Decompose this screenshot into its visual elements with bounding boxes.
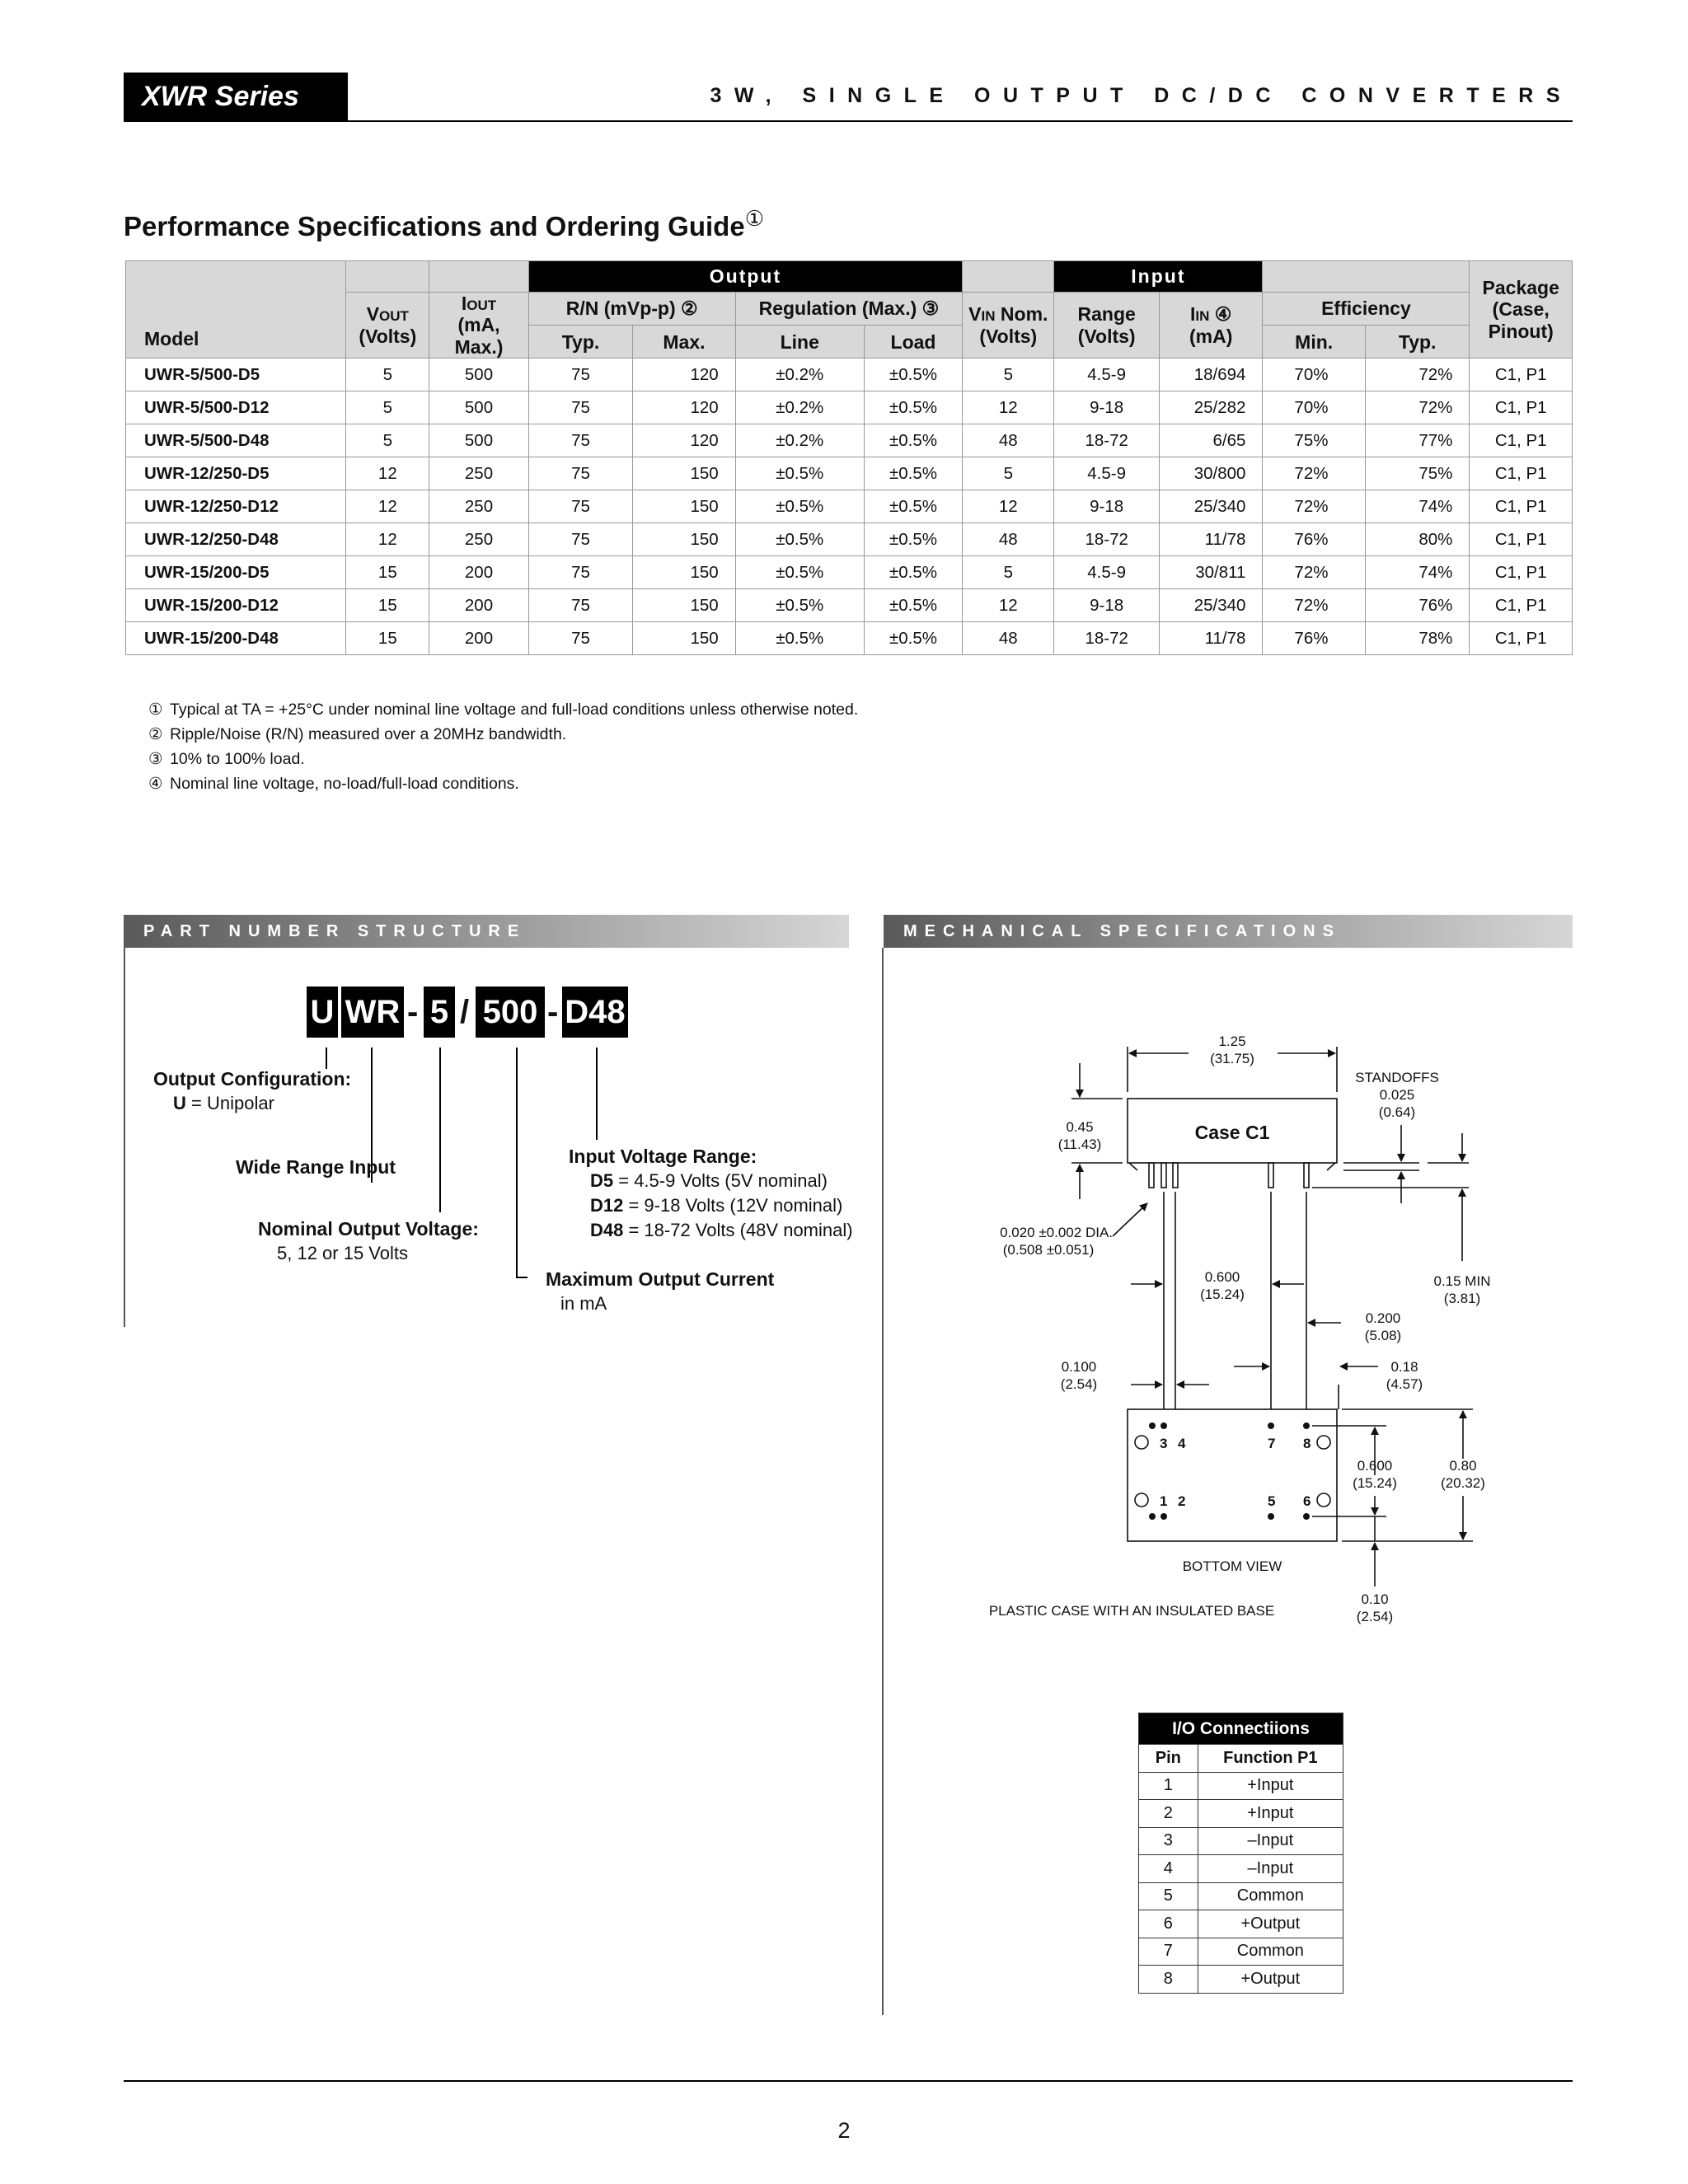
output-config-value: U = Unipolar [173, 1093, 274, 1113]
table-cell: 5 [963, 457, 1054, 490]
table-cell: 72% [1263, 589, 1365, 622]
model-cell: UWR-15/200-D12 [126, 589, 346, 622]
table-cell: 9-18 [1054, 589, 1160, 622]
input-range-d48: D48 = 18-72 Volts (48V nominal) [590, 1220, 853, 1240]
table-cell: C1, P1 [1470, 589, 1573, 622]
table-cell: C1, P1 [1470, 424, 1573, 457]
table-row [126, 424, 1573, 457]
pin-label-2: 2 [1178, 1493, 1186, 1509]
table-cell: 18-72 [1054, 622, 1160, 655]
h-regulation: Regulation (Max.) ③ [735, 293, 962, 326]
pin-pitch: 0.100 [1061, 1359, 1097, 1375]
pin-cell: 8 [1139, 1966, 1198, 1994]
table-cell: 75 [528, 359, 633, 391]
side-pin-3 [1173, 1163, 1178, 1188]
table-cell: 12 [963, 391, 1054, 424]
table-row [1139, 1800, 1343, 1828]
table-cell: ±0.5% [735, 457, 864, 490]
table-cell: 72% [1263, 490, 1365, 523]
pin-diameter: 0.020 ±0.002 DIA. [1000, 1225, 1113, 1240]
leader-u [326, 1047, 327, 1069]
table-cell: ±0.5% [864, 457, 962, 490]
page-number: 2 [837, 2118, 851, 2143]
table-cell: 75% [1365, 457, 1470, 490]
io-h-function: Function P1 [1198, 1745, 1343, 1773]
table-cell: 4.5-9 [1054, 457, 1160, 490]
bottom-edge-dim-mm: (2.54) [1356, 1609, 1394, 1624]
model-cell: UWR-12/250-D12 [126, 490, 346, 523]
side-pin-4 [1268, 1163, 1273, 1188]
table-cell: 76% [1365, 589, 1470, 622]
model-cell: UWR-5/500-D5 [126, 359, 346, 391]
io-h-pin: Pin [1139, 1745, 1198, 1773]
side-pin-2 [1161, 1163, 1166, 1188]
pin-gap-mm: (5.08) [1364, 1328, 1402, 1343]
side-pin-5 [1304, 1163, 1309, 1188]
pin-cell: 1 [1139, 1772, 1198, 1800]
pn-sep-3: - [547, 994, 559, 1030]
table-cell: ±0.5% [864, 523, 962, 556]
table-cell: 80% [1365, 523, 1470, 556]
spec-table [125, 260, 1573, 655]
h-eff-min: Min. [1263, 326, 1365, 359]
h-rn-typ: Typ. [528, 326, 633, 359]
table-cell: ±0.2% [735, 391, 864, 424]
max-current-value: in mA [560, 1293, 607, 1314]
table-row [126, 457, 1573, 490]
function-cell: +Input [1198, 1772, 1343, 1800]
table-cell: ±0.5% [864, 589, 962, 622]
table-cell: 250 [429, 490, 528, 523]
function-cell: –Input [1198, 1855, 1343, 1883]
input-range-label: Input Voltage Range: [569, 1146, 757, 1167]
standoffs-label: STANDOFFS [1355, 1070, 1439, 1085]
dim-height: 0.45 [1066, 1119, 1094, 1135]
table-cell: ±0.5% [864, 490, 962, 523]
table-cell: ±0.5% [735, 490, 864, 523]
edge-dim: 0.18 [1390, 1359, 1418, 1375]
table-cell: C1, P1 [1470, 622, 1573, 655]
pin-label-4: 4 [1178, 1436, 1186, 1451]
table-cell: 30/811 [1159, 556, 1263, 589]
table-cell: 11/78 [1159, 622, 1263, 655]
footnotes [148, 697, 858, 796]
table-cell: 18-72 [1054, 523, 1160, 556]
h-reg-load: Load [864, 326, 962, 359]
table-row [126, 589, 1573, 622]
depth-dim-mm: (20.32) [1441, 1475, 1485, 1491]
standoffs-mm: (0.64) [1378, 1104, 1416, 1120]
pn-seg-u: U [307, 987, 338, 1038]
table-row [126, 359, 1573, 391]
spec-table-body [126, 359, 1573, 655]
pin-diameter-mm: (0.508 ±0.051) [1002, 1242, 1095, 1258]
series-badge: XWR Series [124, 73, 348, 120]
table-cell: 9-18 [1054, 391, 1160, 424]
table-row [126, 523, 1573, 556]
model-cell: UWR-15/200-D5 [126, 556, 346, 589]
table-cell: 72% [1365, 391, 1470, 424]
footnote-2: ② Ripple/Noise (R/N) measured over a 20MHz bandwidth. [148, 725, 567, 743]
table-cell: ±0.2% [735, 359, 864, 391]
bottom-view-label: BOTTOM VIEW [1182, 1558, 1282, 1574]
h-range: Range (Volts) [1054, 293, 1160, 359]
h-reg-line: Line [735, 326, 864, 359]
table-cell: ±0.2% [735, 424, 864, 457]
standoffs-value: 0.025 [1379, 1087, 1415, 1103]
table-cell: 9-18 [1054, 490, 1160, 523]
table-cell: 250 [429, 457, 528, 490]
table-cell: 5 [963, 556, 1054, 589]
pin-span: 0.600 [1204, 1269, 1240, 1285]
case-bottom-view [1128, 1409, 1337, 1541]
table-cell: 12 [346, 457, 429, 490]
io-table-body [1139, 1772, 1343, 1993]
table-cell: 72% [1263, 556, 1365, 589]
pin-label-8: 8 [1303, 1436, 1311, 1451]
bottom-edge-dim: 0.10 [1361, 1591, 1389, 1607]
input-range-d5: D5 = 4.5-9 Volts (5V nominal) [590, 1170, 828, 1191]
case-note: PLASTIC CASE WITH AN INSULATED BASE [988, 1603, 1275, 1619]
leader-500-tick [516, 1277, 528, 1278]
table-cell: 12 [963, 589, 1054, 622]
table-cell: 200 [429, 556, 528, 589]
table-cell: 500 [429, 359, 528, 391]
mount-hole-bl [1135, 1493, 1148, 1507]
table-cell: 12 [346, 523, 429, 556]
table-cell: 12 [963, 490, 1054, 523]
table-cell: 77% [1365, 424, 1470, 457]
table-cell: 25/340 [1159, 589, 1263, 622]
mechanical-drawing [884, 948, 1573, 1648]
table-cell: ±0.5% [864, 622, 962, 655]
table-cell: 75 [528, 523, 633, 556]
header-title: 3W, SINGLE OUTPUT DC/DC CONVERTERS [710, 84, 1573, 107]
pin-label-6: 6 [1303, 1493, 1311, 1509]
h-vout: VOUT (Volts) [346, 293, 429, 359]
leader-d48 [596, 1047, 598, 1140]
table-cell: ±0.5% [864, 391, 962, 424]
function-cell: Common [1198, 1882, 1343, 1910]
table-cell: 74% [1365, 556, 1470, 589]
table-cell: 150 [633, 589, 735, 622]
input-range-d12: D12 = 9-18 Volts (12V nominal) [590, 1195, 843, 1216]
pin-cell: 5 [1139, 1882, 1198, 1910]
pin-label-3: 3 [1160, 1436, 1168, 1451]
model-cell: UWR-5/500-D48 [126, 424, 346, 457]
table-cell: C1, P1 [1470, 490, 1573, 523]
h-rn-max: Max. [633, 326, 735, 359]
h-iout: IOUT (mA, Max.) [429, 293, 528, 359]
pin-label-1: 1 [1160, 1493, 1168, 1509]
pn-seg-wr: WR [341, 987, 404, 1038]
footnote-4: ④ Nominal line voltage, no-load/full-load conditions. [148, 775, 519, 793]
table-cell: ±0.5% [735, 523, 864, 556]
table-cell: C1, P1 [1470, 556, 1573, 589]
table-row [1139, 1772, 1343, 1800]
model-cell: UWR-12/250-D5 [126, 457, 346, 490]
h-model: Model [126, 261, 346, 359]
table-cell: 120 [633, 359, 735, 391]
table-cell: ±0.5% [864, 556, 962, 589]
function-cell: –Input [1198, 1827, 1343, 1855]
table-cell: 48 [963, 424, 1054, 457]
table-cell: 15 [346, 622, 429, 655]
table-cell: 12 [346, 490, 429, 523]
table-cell: C1, P1 [1470, 523, 1573, 556]
table-cell: ±0.5% [735, 589, 864, 622]
pin-span-mm: (15.24) [1200, 1286, 1245, 1302]
leader-5 [439, 1047, 441, 1212]
function-cell: Common [1198, 1938, 1343, 1966]
table-row [1139, 1966, 1343, 1994]
table-cell: 150 [633, 556, 735, 589]
pn-seg-5: 5 [424, 987, 455, 1038]
table-cell: 6/65 [1159, 424, 1263, 457]
pin-pitch-mm: (2.54) [1060, 1376, 1098, 1392]
pin-label-7: 7 [1268, 1436, 1276, 1451]
table-row [126, 490, 1573, 523]
pn-sep-1: - [407, 994, 419, 1030]
pin-cell: 2 [1139, 1800, 1198, 1828]
function-cell: +Output [1198, 1966, 1343, 1994]
table-cell: 4.5-9 [1054, 359, 1160, 391]
table-cell: 72% [1263, 457, 1365, 490]
table-cell: 75 [528, 589, 633, 622]
table-row [1139, 1938, 1343, 1966]
table-row [1139, 1882, 1343, 1910]
table-cell: 150 [633, 490, 735, 523]
footer-rule [124, 2080, 1573, 2082]
table-cell: 150 [633, 622, 735, 655]
nominal-output-value: 5, 12 or 15 Volts [277, 1243, 408, 1263]
io-table-title: I/O Connectiions [1139, 1713, 1343, 1745]
h-rn: R/N (mVp-p) ② [528, 293, 735, 326]
leader-500 [516, 1047, 518, 1278]
footnote-1: ① Typical at TA = +25°C under nominal line voltage and full-load conditions unless otherwise noted. [148, 701, 859, 719]
model-cell: UWR-5/500-D12 [126, 391, 346, 424]
table-cell: 75 [528, 490, 633, 523]
table-cell: 75 [528, 391, 633, 424]
table-cell: 76% [1263, 523, 1365, 556]
table-cell: 75 [528, 457, 633, 490]
dim-width-mm: (31.75) [1210, 1051, 1254, 1066]
table-cell: 150 [633, 457, 735, 490]
pn-seg-500: 500 [476, 987, 545, 1038]
depth-dim: 0.80 [1449, 1458, 1477, 1474]
table-row [126, 391, 1573, 424]
section-title [124, 206, 764, 242]
table-cell: ±0.5% [864, 359, 962, 391]
table-cell: 5 [346, 359, 429, 391]
table-row [1139, 1827, 1343, 1855]
table-cell: 120 [633, 424, 735, 457]
table-cell: 74% [1365, 490, 1470, 523]
mount-hole-br [1317, 1493, 1330, 1507]
table-cell: ±0.5% [864, 424, 962, 457]
table-cell: 5 [346, 424, 429, 457]
table-cell: 15 [346, 556, 429, 589]
pin-cell: 7 [1139, 1938, 1198, 1966]
io-connections-table [1138, 1713, 1343, 1994]
table-cell: 500 [429, 391, 528, 424]
pn-sep-2: / [460, 994, 470, 1030]
pin-length: 0.15 MIN [1433, 1273, 1491, 1289]
table-cell: 75% [1263, 424, 1365, 457]
table-row [1139, 1910, 1343, 1938]
table-cell: ±0.5% [735, 622, 864, 655]
h-group-output: Output [528, 261, 962, 293]
section-title-text: Performance Specifications and Ordering Guide [124, 211, 745, 241]
table-cell: 4.5-9 [1054, 556, 1160, 589]
section-title-mark: ① [744, 206, 764, 231]
table-cell: 11/78 [1159, 523, 1263, 556]
part-number-section-bar: PART NUMBER STRUCTURE [124, 915, 849, 948]
row-span: 0.600 [1357, 1458, 1393, 1474]
table-row [1139, 1855, 1343, 1883]
table-cell: 18-72 [1054, 424, 1160, 457]
table-cell: 200 [429, 622, 528, 655]
table-cell: 48 [963, 622, 1054, 655]
table-cell: ±0.5% [735, 556, 864, 589]
wide-range-label: Wide Range Input [236, 1156, 396, 1178]
row-span-mm: (15.24) [1353, 1475, 1397, 1491]
table-cell: 75 [528, 622, 633, 655]
table-cell: 76% [1263, 622, 1365, 655]
table-cell: 78% [1365, 622, 1470, 655]
table-cell: 75 [528, 556, 633, 589]
case-label: Case C1 [1194, 1122, 1270, 1143]
table-cell: 18/694 [1159, 359, 1263, 391]
side-pin-1 [1149, 1163, 1154, 1188]
function-cell: +Output [1198, 1910, 1343, 1938]
footnote-3: ③ 10% to 100% load. [148, 750, 305, 768]
pin-cell: 3 [1139, 1827, 1198, 1855]
table-cell: 5 [963, 359, 1054, 391]
h-iin: IIN ④ (mA) [1159, 293, 1263, 359]
pin-cell: 6 [1139, 1910, 1198, 1938]
table-cell: 150 [633, 523, 735, 556]
table-cell: 70% [1263, 391, 1365, 424]
table-cell: 500 [429, 424, 528, 457]
left-column-rule [124, 948, 125, 1327]
mechanical-section-bar: MECHANICAL SPECIFICATIONS [884, 915, 1573, 948]
pin-gap: 0.200 [1365, 1310, 1401, 1326]
h-package: Package (Case, Pinout) [1470, 261, 1573, 359]
table-cell: 15 [346, 589, 429, 622]
edge-dim-mm: (4.57) [1386, 1376, 1423, 1392]
header-rule [124, 120, 1573, 122]
mount-hole-tr [1317, 1436, 1330, 1449]
table-cell: 250 [429, 523, 528, 556]
table-cell: 25/282 [1159, 391, 1263, 424]
h-group-input: Input [1054, 261, 1263, 293]
h-vin: VIN Nom. (Volts) [963, 293, 1054, 359]
table-cell: 75 [528, 424, 633, 457]
pin-cell: 4 [1139, 1855, 1198, 1883]
table-cell: C1, P1 [1470, 457, 1573, 490]
function-cell: +Input [1198, 1800, 1343, 1828]
max-current-label: Maximum Output Current [546, 1268, 775, 1290]
table-cell: 70% [1263, 359, 1365, 391]
output-config-label: Output Configuration: [153, 1068, 352, 1090]
dim-height-mm: (11.43) [1057, 1137, 1102, 1152]
h-efficiency: Efficiency [1263, 293, 1470, 326]
table-cell: 200 [429, 589, 528, 622]
model-cell: UWR-15/200-D48 [126, 622, 346, 655]
table-cell: C1, P1 [1470, 359, 1573, 391]
h-eff-typ: Typ. [1365, 326, 1470, 359]
table-cell: 30/800 [1159, 457, 1263, 490]
table-cell: 48 [963, 523, 1054, 556]
pn-seg-d48: D48 [562, 987, 628, 1038]
table-cell: 72% [1365, 359, 1470, 391]
table-cell: C1, P1 [1470, 391, 1573, 424]
table-cell: 120 [633, 391, 735, 424]
mount-hole-tl [1135, 1436, 1148, 1449]
table-row [126, 622, 1573, 655]
table-cell: 5 [346, 391, 429, 424]
table-row [126, 556, 1573, 589]
dim-width: 1.25 [1218, 1033, 1246, 1049]
pin-length-mm: (3.81) [1443, 1291, 1481, 1306]
pin-label-5: 5 [1268, 1493, 1276, 1509]
model-cell: UWR-12/250-D48 [126, 523, 346, 556]
table-cell: 25/340 [1159, 490, 1263, 523]
nominal-output-label: Nominal Output Voltage: [258, 1218, 479, 1240]
